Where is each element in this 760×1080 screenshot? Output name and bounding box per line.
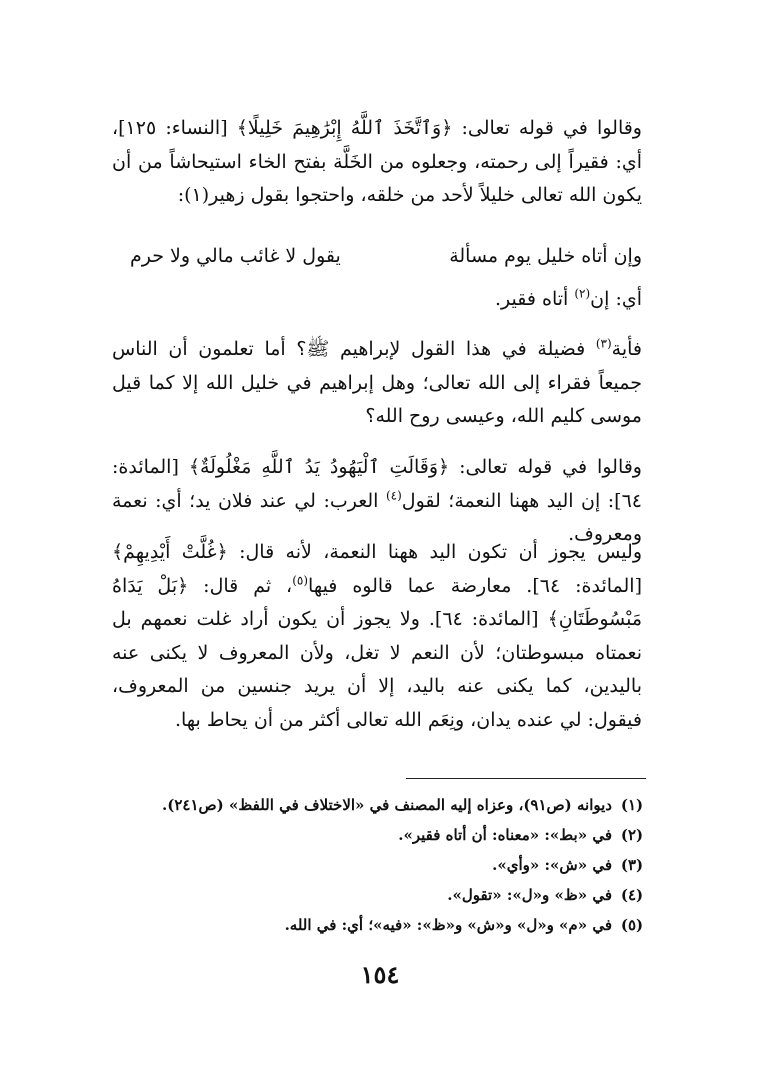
paragraph-refutation-end: ، ثم قال: ﴿بَلْ يَدَاهُ مَبْسُوطَتَانِ﴾ [المائدة: ٦٤]. ولا يجوز أن يكون أراد غلت نعمهم بل نعمتاه مبسوطتان؛ لأن النعم لا تغل، ولأن المعروف لا يكنى عنه باليدين، كما يكنى عنه باليد، إلا أن يريد جنسين من المعروف، فيقول: لي عنده يدان، ونِعَم الله تعالى أكثر من أن يحاط بها. — [112, 574, 642, 731]
paragraph-question — [112, 333, 642, 434]
footnote-ref-4[interactable]: (٤) — [385, 488, 402, 503]
footnote-ref-3[interactable]: (٣) — [595, 336, 612, 351]
footnote-text: في «ش»: «وأي». — [492, 856, 612, 874]
paragraph-explanation — [112, 283, 642, 317]
footnote-item — [112, 910, 652, 940]
verse-second-hemistich: يقول لا غائب مالي ولا حرم — [130, 245, 341, 267]
footnote-number: (١) — [620, 796, 644, 814]
paragraph-refutation — [112, 536, 642, 737]
footnote-ref-5[interactable]: (٥) — [292, 573, 309, 588]
paragraph-khalil — [112, 112, 642, 213]
paragraph-yad-text: وقالوا في قوله تعالى: ﴿وَقَالَتِ ٱلْيَهُودُ يَدُ ٱللَّهِ مَغْلُولَةٌ﴾ [المائدة: ٦٤]: إن اليد ههنا النعمة؛ لقول — [112, 456, 642, 512]
footnote-item — [112, 820, 652, 850]
page-number: ١٥٤ — [360, 960, 400, 989]
paragraph-question-start: فأية — [611, 338, 642, 360]
footnote-text: في «ظ» و«ل»: «تقول». — [447, 886, 612, 904]
paragraph-explanation-text: أي: إن — [590, 288, 642, 310]
footnote-number: (٥) — [620, 916, 644, 934]
footnotes-list — [112, 790, 652, 940]
paragraph-khalil-text: وقالوا في قوله تعالى: ﴿وَٱتَّخَذَ ٱللَّهُ إِبْرَٰهِيمَ خَلِيلًا﴾ [النساء: ١٢٥]، أي: فقيراً إلى رحمته، وجعلوه من الخَلَّة بفتح الخاء استيحاشاً من أن يكون الله تعالى خليلاً لأحد من خلقه، واحتجوا بقول زهير(١): — [112, 117, 642, 206]
footnote-item — [112, 790, 652, 820]
paragraph-yad-end: العرب: لي عند فلان يد؛ أي: نعمة ومعروف. — [112, 489, 642, 545]
footnote-text: ديوانه (ص٩١)، وعزاه إليه المصنف في «الاختلاف في اللفظ» (ص٢٤١). — [162, 796, 612, 814]
footnote-number: (٤) — [620, 886, 644, 904]
paragraph-explanation-end: أتاه فقير. — [495, 288, 575, 310]
footnote-text: في «م» و«ل» و«ش» و«ظ»: «فيه»؛ أي: في الله. — [284, 916, 612, 934]
footnote-ref-2[interactable]: (٢) — [574, 286, 591, 301]
paragraph-refutation-text: وليس يجوز أن تكون اليد ههنا النعمة، لأنه قال: ﴿غُلَّتْ أَيْدِيهِمْ﴾ [المائدة: ٦٤]. معارضة عما قالوه فيها — [112, 541, 642, 597]
footnote-divider — [406, 778, 646, 779]
footnote-number: (٣) — [620, 856, 644, 874]
footnote-item — [112, 850, 652, 880]
paragraph-question-text: فضيلة في هذا القول لإبراهيم ﷺ؟ أما تعلمون أن الناس جميعاً فقراء إلى الله تعالى؛ وهل إبراهيم في خليل الله إلا كما قيل موسى كليم الله، وعيسى روح الله؟ — [112, 338, 642, 427]
footnote-item — [112, 880, 652, 910]
verse-first-hemistich: وإن أتاه خليل يوم مسألة — [449, 245, 642, 267]
footnote-text: في «بط»: «معناه: أن أتاه فقير». — [398, 826, 612, 844]
footnote-number: (٢) — [620, 826, 644, 844]
poem-verse — [112, 240, 642, 274]
